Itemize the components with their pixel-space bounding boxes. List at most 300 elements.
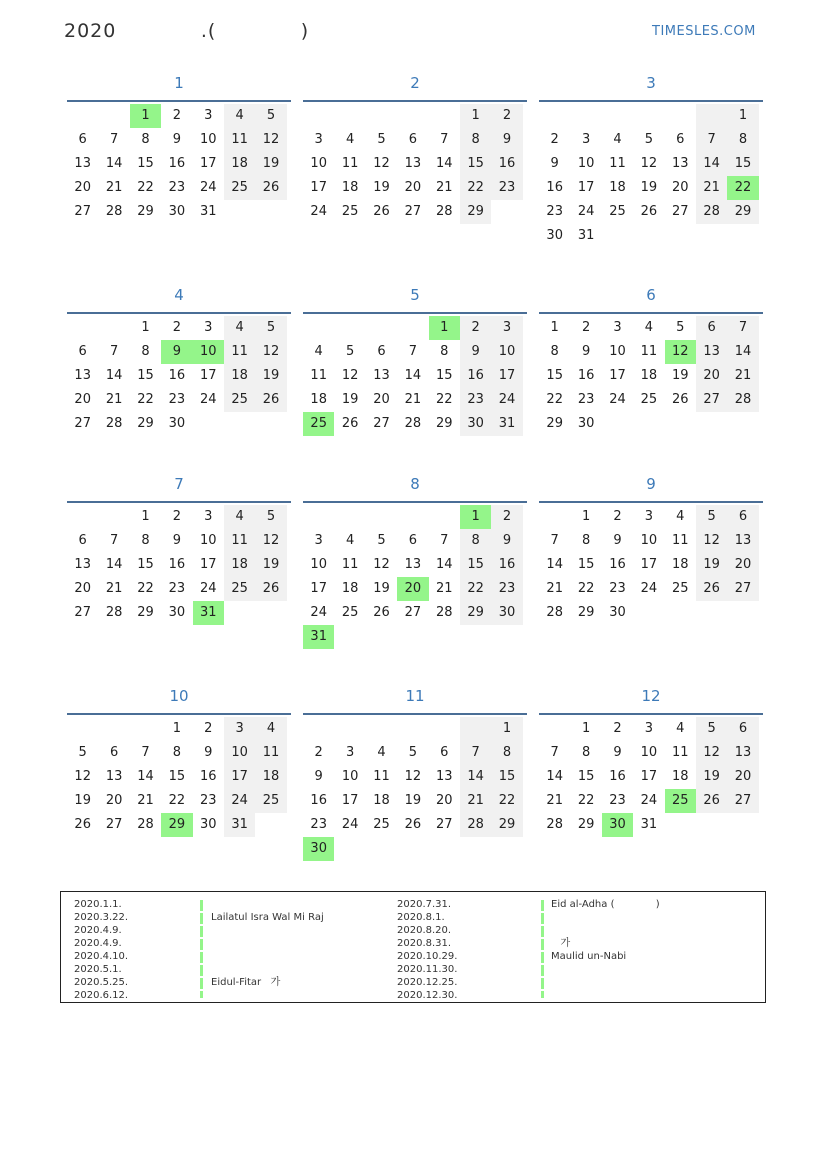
- day-cell[interactable]: 12: [341, 368, 359, 383]
- day-cell[interactable]: 15: [137, 557, 154, 572]
- day-cell[interactable]: 25: [373, 817, 390, 832]
- day-cell[interactable]: 14: [460, 765, 491, 789]
- day-cell[interactable]: 26: [671, 392, 689, 407]
- day-cell[interactable]: 13: [404, 156, 422, 171]
- day-cell[interactable]: 14: [696, 152, 727, 176]
- day-cell[interactable]: 26: [255, 388, 286, 412]
- day-cell[interactable]: 17: [640, 557, 658, 572]
- day-cell[interactable]: 11: [640, 344, 658, 359]
- day-cell[interactable]: 17: [640, 769, 658, 784]
- day-cell[interactable]: 3: [314, 533, 323, 548]
- day-cell[interactable]: 15: [491, 765, 522, 789]
- day-cell[interactable]: 30: [546, 228, 563, 243]
- day-cell[interactable]: 28: [696, 200, 727, 224]
- day-cell[interactable]: 15: [137, 156, 154, 171]
- day-cell[interactable]: 13: [74, 557, 91, 572]
- day-cell[interactable]: 19: [373, 180, 390, 195]
- day-cell[interactable]: 17: [577, 180, 595, 195]
- day-cell[interactable]: 17: [199, 557, 217, 572]
- day-cell[interactable]: 26: [696, 577, 727, 601]
- day-cell[interactable]: 1: [172, 721, 181, 736]
- day-cell[interactable]: 14: [546, 769, 563, 784]
- day-cell[interactable]: 25: [224, 388, 255, 412]
- day-cell[interactable]: 15: [546, 368, 563, 383]
- day-cell[interactable]: 13: [404, 557, 422, 572]
- day-cell[interactable]: 26: [404, 817, 422, 832]
- day-cell[interactable]: 16: [168, 156, 186, 171]
- day-cell[interactable]: 10: [491, 340, 522, 364]
- day-cell[interactable]: 25: [255, 789, 286, 813]
- day-cell[interactable]: 9: [161, 340, 192, 364]
- day-cell[interactable]: 3: [204, 108, 213, 123]
- day-cell[interactable]: 18: [640, 368, 658, 383]
- day-cell[interactable]: 27: [404, 204, 422, 219]
- day-cell[interactable]: 4: [345, 533, 355, 548]
- day-cell[interactable]: 31: [224, 813, 255, 837]
- day-cell[interactable]: 28: [435, 204, 453, 219]
- day-cell[interactable]: 23: [609, 581, 626, 596]
- day-cell[interactable]: 25: [224, 176, 255, 200]
- day-cell[interactable]: 7: [408, 344, 417, 359]
- day-cell[interactable]: 25: [303, 412, 334, 436]
- day-cell[interactable]: 2: [172, 320, 181, 335]
- day-cell[interactable]: 1: [581, 721, 591, 736]
- day-cell[interactable]: 27: [373, 416, 390, 431]
- day-cell[interactable]: 6: [78, 344, 87, 359]
- day-cell[interactable]: 25: [224, 577, 255, 601]
- day-cell[interactable]: 18: [255, 765, 286, 789]
- day-cell[interactable]: 15: [577, 557, 595, 572]
- day-cell[interactable]: 24: [609, 392, 626, 407]
- day-cell[interactable]: 10: [193, 340, 224, 364]
- day-cell[interactable]: 6: [440, 745, 449, 760]
- day-cell[interactable]: 13: [435, 769, 453, 784]
- day-cell[interactable]: 10: [224, 741, 255, 765]
- day-cell[interactable]: 21: [105, 581, 123, 596]
- day-cell[interactable]: 28: [137, 817, 154, 832]
- day-cell[interactable]: 27: [727, 789, 758, 813]
- day-cell[interactable]: 27: [74, 605, 91, 620]
- day-cell[interactable]: 20: [74, 180, 91, 195]
- day-cell[interactable]: 12: [404, 769, 422, 784]
- day-cell[interactable]: 28: [105, 416, 123, 431]
- day-cell[interactable]: 17: [491, 364, 522, 388]
- day-cell[interactable]: 13: [74, 368, 91, 383]
- day-cell[interactable]: 15: [168, 769, 186, 784]
- day-cell[interactable]: 30: [168, 416, 186, 431]
- day-cell[interactable]: 11: [224, 128, 255, 152]
- day-cell[interactable]: 23: [310, 817, 327, 832]
- day-cell[interactable]: 8: [581, 745, 591, 760]
- day-cell[interactable]: 6: [408, 533, 417, 548]
- day-cell[interactable]: 20: [74, 581, 91, 596]
- day-cell[interactable]: 14: [435, 557, 453, 572]
- day-cell[interactable]: 4: [644, 320, 653, 335]
- day-cell[interactable]: 12: [74, 769, 91, 784]
- day-cell[interactable]: 25: [609, 204, 626, 219]
- day-cell[interactable]: 30: [609, 605, 626, 620]
- day-cell[interactable]: 7: [141, 745, 150, 760]
- day-cell[interactable]: 18: [341, 581, 359, 596]
- day-cell[interactable]: 8: [460, 529, 491, 553]
- day-cell[interactable]: 30: [602, 813, 633, 837]
- day-cell[interactable]: 9: [172, 533, 181, 548]
- day-cell[interactable]: 28: [105, 204, 123, 219]
- day-cell[interactable]: 1: [727, 104, 758, 128]
- day-cell[interactable]: 6: [696, 316, 727, 340]
- day-cell[interactable]: 1: [429, 316, 460, 340]
- day-cell[interactable]: 12: [373, 557, 390, 572]
- day-cell[interactable]: 24: [640, 793, 658, 808]
- day-cell[interactable]: 25: [671, 581, 689, 596]
- day-cell[interactable]: 31: [577, 228, 595, 243]
- day-cell[interactable]: 27: [727, 577, 758, 601]
- day-cell[interactable]: 16: [609, 769, 626, 784]
- day-cell[interactable]: 5: [255, 505, 286, 529]
- day-cell[interactable]: 23: [491, 176, 522, 200]
- day-cell[interactable]: 30: [168, 605, 186, 620]
- day-cell[interactable]: 2: [550, 132, 559, 147]
- day-cell[interactable]: 19: [696, 553, 727, 577]
- day-cell[interactable]: 4: [676, 509, 685, 524]
- day-cell[interactable]: 27: [74, 416, 91, 431]
- day-cell[interactable]: 1: [141, 320, 150, 335]
- day-cell[interactable]: 29: [577, 605, 595, 620]
- day-cell[interactable]: 8: [141, 533, 150, 548]
- day-cell[interactable]: 13: [727, 529, 758, 553]
- day-cell[interactable]: 24: [310, 605, 327, 620]
- day-cell[interactable]: 16: [577, 368, 595, 383]
- day-cell[interactable]: 28: [404, 416, 422, 431]
- day-cell[interactable]: 1: [141, 509, 150, 524]
- day-cell[interactable]: 24: [577, 204, 595, 219]
- day-cell[interactable]: 12: [255, 128, 286, 152]
- day-cell[interactable]: 11: [373, 769, 390, 784]
- day-cell[interactable]: 28: [435, 605, 453, 620]
- day-cell[interactable]: 27: [404, 605, 422, 620]
- day-cell[interactable]: 3: [224, 717, 255, 741]
- day-cell[interactable]: 20: [435, 793, 453, 808]
- day-cell[interactable]: 12: [665, 340, 696, 364]
- day-cell[interactable]: 5: [696, 505, 727, 529]
- brand-link[interactable]: TIMESLES.COM: [652, 24, 756, 39]
- day-cell[interactable]: 5: [78, 745, 87, 760]
- day-cell[interactable]: 23: [609, 793, 626, 808]
- day-cell[interactable]: 5: [676, 320, 685, 335]
- day-cell[interactable]: 25: [665, 789, 696, 813]
- day-cell[interactable]: 30: [460, 412, 491, 436]
- day-cell[interactable]: 21: [546, 793, 563, 808]
- day-cell[interactable]: 7: [109, 344, 119, 359]
- day-cell[interactable]: 14: [105, 156, 123, 171]
- day-cell[interactable]: 18: [224, 152, 255, 176]
- day-cell[interactable]: 4: [676, 721, 685, 736]
- day-cell[interactable]: 14: [404, 368, 422, 383]
- day-cell[interactable]: 4: [224, 505, 255, 529]
- day-cell[interactable]: 19: [404, 793, 422, 808]
- day-cell[interactable]: 6: [78, 533, 87, 548]
- day-cell[interactable]: 26: [341, 416, 359, 431]
- day-cell[interactable]: 9: [204, 745, 213, 760]
- day-cell[interactable]: 11: [671, 745, 689, 760]
- day-cell[interactable]: 20: [105, 793, 123, 808]
- day-cell[interactable]: 11: [255, 741, 286, 765]
- day-cell[interactable]: 20: [373, 392, 390, 407]
- day-cell[interactable]: 23: [168, 581, 186, 596]
- day-cell[interactable]: 17: [224, 765, 255, 789]
- day-cell[interactable]: 11: [224, 529, 255, 553]
- day-cell[interactable]: 28: [546, 817, 563, 832]
- day-cell[interactable]: 29: [137, 416, 154, 431]
- day-cell[interactable]: 12: [696, 741, 727, 765]
- day-cell[interactable]: 8: [581, 533, 591, 548]
- day-cell[interactable]: 31: [303, 625, 334, 649]
- day-cell[interactable]: 4: [255, 717, 286, 741]
- day-cell[interactable]: 6: [377, 344, 386, 359]
- day-cell[interactable]: 2: [491, 505, 522, 529]
- day-cell[interactable]: 2: [204, 721, 213, 736]
- day-cell[interactable]: 9: [172, 132, 181, 147]
- day-cell[interactable]: 3: [204, 509, 213, 524]
- day-cell[interactable]: 7: [440, 132, 449, 147]
- day-cell[interactable]: 8: [460, 128, 491, 152]
- day-cell[interactable]: 14: [727, 340, 758, 364]
- day-cell[interactable]: 24: [199, 581, 217, 596]
- day-cell[interactable]: 16: [609, 557, 626, 572]
- day-cell[interactable]: 10: [310, 156, 327, 171]
- day-cell[interactable]: 5: [408, 745, 417, 760]
- day-cell[interactable]: 2: [172, 108, 181, 123]
- day-cell[interactable]: 12: [255, 529, 286, 553]
- day-cell[interactable]: 5: [345, 344, 355, 359]
- day-cell[interactable]: 16: [460, 364, 491, 388]
- day-cell[interactable]: 31: [193, 601, 224, 625]
- day-cell[interactable]: 21: [435, 581, 453, 596]
- day-cell[interactable]: 15: [727, 152, 758, 176]
- day-cell[interactable]: 11: [341, 156, 359, 171]
- day-cell[interactable]: 16: [491, 152, 522, 176]
- day-cell[interactable]: 2: [460, 316, 491, 340]
- day-cell[interactable]: 28: [460, 813, 491, 837]
- day-cell[interactable]: 6: [727, 717, 758, 741]
- day-cell[interactable]: 28: [105, 605, 123, 620]
- day-cell[interactable]: 17: [199, 368, 217, 383]
- day-cell[interactable]: 8: [172, 745, 181, 760]
- day-cell[interactable]: 18: [224, 553, 255, 577]
- day-cell[interactable]: 19: [671, 368, 689, 383]
- day-cell[interactable]: 25: [341, 204, 359, 219]
- day-cell[interactable]: 29: [137, 204, 154, 219]
- day-cell[interactable]: 13: [74, 156, 91, 171]
- day-cell[interactable]: 18: [341, 180, 359, 195]
- day-cell[interactable]: 3: [491, 316, 522, 340]
- day-cell[interactable]: 5: [696, 717, 727, 741]
- day-cell[interactable]: 21: [105, 392, 123, 407]
- day-cell[interactable]: 28: [546, 605, 563, 620]
- day-cell[interactable]: 9: [550, 156, 559, 171]
- day-cell[interactable]: 29: [491, 813, 522, 837]
- day-cell[interactable]: 22: [137, 392, 154, 407]
- day-cell[interactable]: 3: [613, 320, 622, 335]
- day-cell[interactable]: 23: [460, 388, 491, 412]
- day-cell[interactable]: 7: [460, 741, 491, 765]
- day-cell[interactable]: 26: [640, 204, 658, 219]
- day-cell[interactable]: 30: [491, 601, 522, 625]
- day-cell[interactable]: 11: [310, 368, 327, 383]
- day-cell[interactable]: 2: [314, 745, 323, 760]
- day-cell[interactable]: 20: [727, 765, 758, 789]
- day-cell[interactable]: 8: [550, 344, 559, 359]
- day-cell[interactable]: 10: [577, 156, 595, 171]
- day-cell[interactable]: 6: [109, 745, 119, 760]
- day-cell[interactable]: 10: [609, 344, 626, 359]
- day-cell[interactable]: 22: [460, 176, 491, 200]
- day-cell[interactable]: 12: [696, 529, 727, 553]
- day-cell[interactable]: 1: [550, 320, 559, 335]
- day-cell[interactable]: 12: [255, 340, 286, 364]
- day-cell[interactable]: 19: [696, 765, 727, 789]
- day-cell[interactable]: 9: [613, 745, 622, 760]
- day-cell[interactable]: 10: [199, 132, 217, 147]
- day-cell[interactable]: 13: [727, 741, 758, 765]
- day-cell[interactable]: 9: [613, 533, 622, 548]
- day-cell[interactable]: 25: [640, 392, 658, 407]
- day-cell[interactable]: 6: [727, 505, 758, 529]
- day-cell[interactable]: 22: [577, 793, 595, 808]
- day-cell[interactable]: 22: [727, 176, 758, 200]
- day-cell[interactable]: 29: [435, 416, 453, 431]
- day-cell[interactable]: 22: [460, 577, 491, 601]
- day-cell[interactable]: 1: [491, 717, 522, 741]
- day-cell[interactable]: 4: [345, 132, 355, 147]
- day-cell[interactable]: 29: [460, 200, 491, 224]
- day-cell[interactable]: 21: [435, 180, 453, 195]
- day-cell[interactable]: 30: [577, 416, 595, 431]
- day-cell[interactable]: 29: [546, 416, 563, 431]
- day-cell[interactable]: 5: [377, 132, 386, 147]
- day-cell[interactable]: 3: [644, 509, 653, 524]
- day-cell[interactable]: 20: [404, 180, 422, 195]
- day-cell[interactable]: 22: [137, 581, 154, 596]
- day-cell[interactable]: 8: [440, 344, 449, 359]
- day-cell[interactable]: 26: [373, 204, 390, 219]
- day-cell[interactable]: 9: [491, 529, 522, 553]
- day-cell[interactable]: 30: [168, 204, 186, 219]
- day-cell[interactable]: 22: [546, 392, 563, 407]
- day-cell[interactable]: 26: [74, 817, 91, 832]
- day-cell[interactable]: 24: [491, 388, 522, 412]
- day-cell[interactable]: 3: [204, 320, 213, 335]
- day-cell[interactable]: 31: [491, 412, 522, 436]
- day-cell[interactable]: 28: [727, 388, 758, 412]
- day-cell[interactable]: 11: [609, 156, 626, 171]
- day-cell[interactable]: 21: [404, 392, 422, 407]
- day-cell[interactable]: 10: [640, 533, 658, 548]
- day-cell[interactable]: 4: [613, 132, 622, 147]
- day-cell[interactable]: 2: [581, 320, 591, 335]
- day-cell[interactable]: 13: [373, 368, 390, 383]
- day-cell[interactable]: 19: [640, 180, 658, 195]
- day-cell[interactable]: 29: [161, 813, 192, 837]
- day-cell[interactable]: 16: [546, 180, 563, 195]
- day-cell[interactable]: 9: [491, 128, 522, 152]
- day-cell[interactable]: 3: [314, 132, 323, 147]
- day-cell[interactable]: 17: [609, 368, 626, 383]
- day-cell[interactable]: 21: [546, 581, 563, 596]
- day-cell[interactable]: 23: [577, 392, 595, 407]
- day-cell[interactable]: 3: [345, 745, 355, 760]
- day-cell[interactable]: 20: [397, 577, 428, 601]
- day-cell[interactable]: 18: [310, 392, 327, 407]
- day-cell[interactable]: 7: [727, 316, 758, 340]
- day-cell[interactable]: 4: [224, 104, 255, 128]
- day-cell[interactable]: 23: [168, 392, 186, 407]
- day-cell[interactable]: 14: [105, 557, 123, 572]
- day-cell[interactable]: 1: [581, 509, 591, 524]
- day-cell[interactable]: 12: [640, 156, 658, 171]
- day-cell[interactable]: 27: [696, 388, 727, 412]
- day-cell[interactable]: 24: [224, 789, 255, 813]
- day-cell[interactable]: 21: [696, 176, 727, 200]
- day-cell[interactable]: 7: [440, 533, 449, 548]
- day-cell[interactable]: 22: [435, 392, 453, 407]
- day-cell[interactable]: 19: [255, 364, 286, 388]
- day-cell[interactable]: 29: [460, 601, 491, 625]
- day-cell[interactable]: 1: [460, 505, 491, 529]
- day-cell[interactable]: 10: [310, 557, 327, 572]
- day-cell[interactable]: 20: [74, 392, 91, 407]
- day-cell[interactable]: 24: [341, 817, 359, 832]
- day-cell[interactable]: 30: [303, 837, 334, 861]
- day-cell[interactable]: 8: [141, 344, 150, 359]
- day-cell[interactable]: 11: [671, 533, 689, 548]
- day-cell[interactable]: 23: [491, 577, 522, 601]
- day-cell[interactable]: 21: [727, 364, 758, 388]
- day-cell[interactable]: 2: [491, 104, 522, 128]
- day-cell[interactable]: 2: [613, 721, 622, 736]
- day-cell[interactable]: 31: [199, 204, 217, 219]
- day-cell[interactable]: 4: [314, 344, 323, 359]
- day-cell[interactable]: 23: [546, 204, 563, 219]
- day-cell[interactable]: 16: [491, 553, 522, 577]
- day-cell[interactable]: 15: [460, 553, 491, 577]
- day-cell[interactable]: 18: [224, 364, 255, 388]
- day-cell[interactable]: 9: [460, 340, 491, 364]
- day-cell[interactable]: 4: [224, 316, 255, 340]
- day-cell[interactable]: 18: [373, 793, 390, 808]
- day-cell[interactable]: 19: [373, 581, 390, 596]
- day-cell[interactable]: 3: [644, 721, 653, 736]
- day-cell[interactable]: 27: [671, 204, 689, 219]
- day-cell[interactable]: 7: [696, 128, 727, 152]
- day-cell[interactable]: 7: [550, 745, 559, 760]
- day-cell[interactable]: 25: [341, 605, 359, 620]
- day-cell[interactable]: 10: [341, 769, 359, 784]
- day-cell[interactable]: 15: [577, 769, 595, 784]
- day-cell[interactable]: 23: [168, 180, 186, 195]
- day-cell[interactable]: 23: [199, 793, 217, 808]
- day-cell[interactable]: 26: [373, 605, 390, 620]
- day-cell[interactable]: 24: [199, 180, 217, 195]
- day-cell[interactable]: 21: [105, 180, 123, 195]
- day-cell[interactable]: 21: [137, 793, 154, 808]
- day-cell[interactable]: 29: [727, 200, 758, 224]
- day-cell[interactable]: 1: [130, 104, 161, 128]
- day-cell[interactable]: 20: [671, 180, 689, 195]
- day-cell[interactable]: 18: [671, 769, 689, 784]
- day-cell[interactable]: 6: [676, 132, 685, 147]
- day-cell[interactable]: 20: [696, 364, 727, 388]
